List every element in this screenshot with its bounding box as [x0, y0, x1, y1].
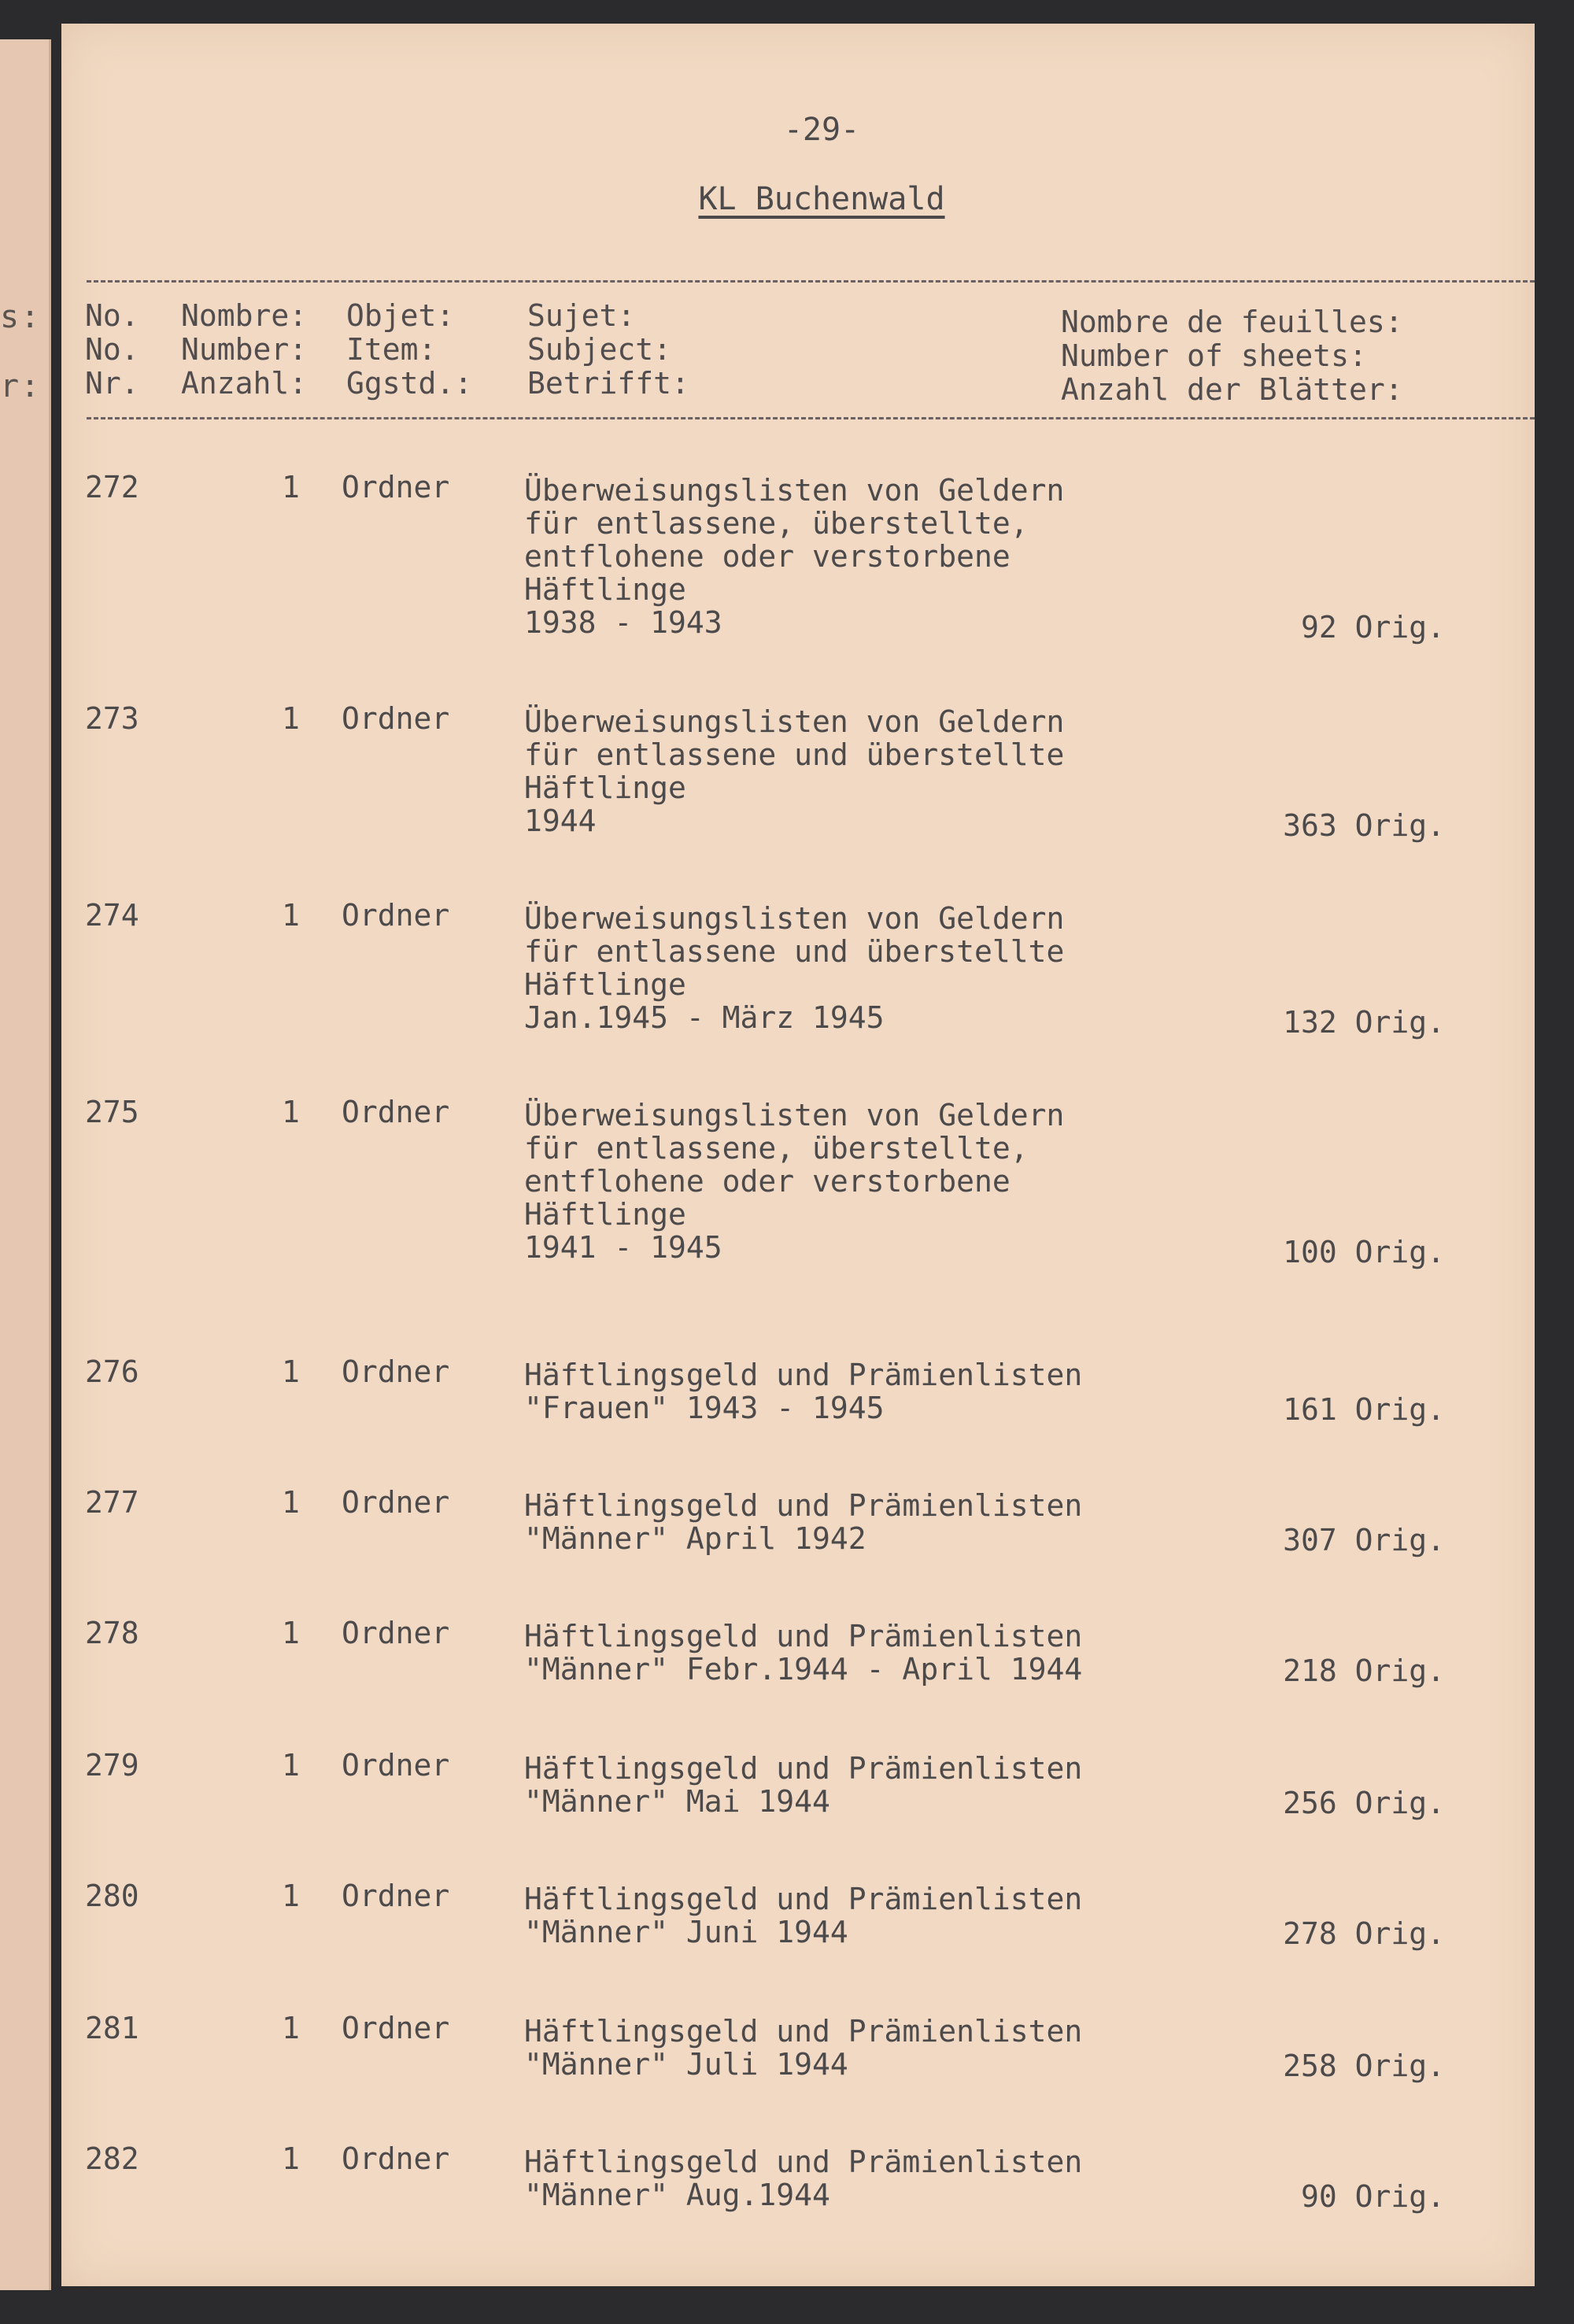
- entry-sheet-count: 256 Orig.: [1283, 1786, 1445, 1820]
- entry-sheet-count: 161 Orig.: [1283, 1392, 1445, 1427]
- entry-subject: Häftlingsgeld und Prämienlisten "Männer" Aug.1944: [524, 2145, 1083, 2212]
- entry-object: Ordner: [342, 1616, 450, 1650]
- entry-object: Ordner: [342, 701, 450, 736]
- entry-sheet-count: 307 Orig.: [1283, 1523, 1445, 1557]
- entry-number: 278: [85, 1616, 139, 1650]
- entry-quantity: 1: [282, 701, 300, 736]
- entry-number: 280: [85, 1879, 139, 1913]
- entry-sheet-count: 363 Orig.: [1283, 808, 1445, 843]
- entry-object: Ordner: [342, 470, 450, 504]
- entry-subject: Häftlingsgeld und Prämienlisten "Männer" Febr.1944 - April 1944: [524, 1619, 1083, 1687]
- entry-subject: Häftlingsgeld und Prämienlisten "Männer" Juli 1944: [524, 2014, 1083, 2082]
- entry-sheet-count: 218 Orig.: [1283, 1653, 1445, 1688]
- entry-subject: Häftlingsgeld und Prämienlisten "Männer" Juni 1944: [524, 1882, 1083, 1949]
- entry-number: 282: [85, 2141, 139, 2176]
- header-object-column: Objet: Item: Ggstd.:: [346, 298, 473, 401]
- header-top-rule: [87, 280, 1535, 283]
- entry-number: 276: [85, 1354, 139, 1389]
- header-no-column: No. No. Nr.: [85, 298, 139, 401]
- entry-subject: Häftlingsgeld und Prämienlisten "Männer" Mai 1944: [524, 1751, 1083, 1819]
- header-subject-column: Sujet: Subject: Betrifft:: [527, 298, 689, 401]
- document-title: KL Buchenwald: [698, 181, 945, 217]
- fragment-text-2: r:: [0, 368, 42, 405]
- entry-number: 275: [85, 1095, 139, 1129]
- header-bottom-rule: [87, 417, 1535, 419]
- entry-object: Ordner: [342, 1748, 450, 1783]
- entry-number: 273: [85, 701, 139, 736]
- entry-subject: Überweisungslisten von Geldern für entlassene und überstellte Häftlinge 1944: [524, 704, 1065, 838]
- entry-quantity: 1: [282, 1354, 300, 1389]
- entry-subject: Überweisungslisten von Geldern für entlassene, überstellte, entflohene oder verstorbene Häftlinge 1941 - 1945: [524, 1098, 1065, 1265]
- entry-sheet-count: 100 Orig.: [1283, 1235, 1445, 1269]
- adjacent-page-fragment: [0, 39, 51, 2290]
- entry-sheet-count: 258 Orig.: [1283, 2049, 1445, 2083]
- entry-subject: Häftlingsgeld und Prämienlisten "Männer" April 1942: [524, 1488, 1083, 1556]
- entry-subject: Überweisungslisten von Geldern für entlassene, überstellte, entflohene oder verstorbene Häftlinge 1938 - 1943: [524, 473, 1065, 640]
- entry-sheet-count: 278 Orig.: [1283, 1916, 1445, 1951]
- entry-number: 277: [85, 1485, 139, 1520]
- entry-quantity: 1: [282, 1095, 300, 1129]
- entry-sheet-count: 92 Orig.: [1300, 610, 1445, 645]
- entry-number: 279: [85, 1748, 139, 1783]
- entry-quantity: 1: [282, 1748, 300, 1783]
- entry-number: 272: [85, 470, 139, 504]
- page-number: -29-: [783, 112, 860, 148]
- entry-quantity: 1: [282, 2011, 300, 2045]
- header-quantity-column: Nombre: Number: Anzahl:: [181, 298, 308, 401]
- entry-number: 281: [85, 2011, 139, 2045]
- entry-sheet-count: 90 Orig.: [1300, 2179, 1445, 2214]
- entry-object: Ordner: [342, 1879, 450, 1913]
- entry-quantity: 1: [282, 1616, 300, 1650]
- entry-quantity: 1: [282, 2141, 300, 2176]
- entry-sheet-count: 132 Orig.: [1283, 1005, 1445, 1040]
- entry-object: Ordner: [342, 1095, 450, 1129]
- entry-subject: Häftlingsgeld und Prämienlisten "Frauen" 1943 - 1945: [524, 1358, 1083, 1425]
- entry-quantity: 1: [282, 1879, 300, 1913]
- entry-object: Ordner: [342, 1354, 450, 1389]
- entry-subject: Überweisungslisten von Geldern für entlassene und überstellte Häftlinge Jan.1945 - März 1945: [524, 901, 1065, 1035]
- entry-quantity: 1: [282, 470, 300, 504]
- entry-object: Ordner: [342, 1485, 450, 1520]
- document-page: [61, 24, 1535, 2286]
- entry-object: Ordner: [342, 2141, 450, 2176]
- header-sheets-column: Nombre de feuilles: Number of sheets: Anzahl der Blätter:: [1061, 305, 1403, 407]
- entry-quantity: 1: [282, 898, 300, 933]
- entry-quantity: 1: [282, 1485, 300, 1520]
- entry-object: Ordner: [342, 2011, 450, 2045]
- entry-number: 274: [85, 898, 139, 933]
- entry-object: Ordner: [342, 898, 450, 933]
- fragment-text-1: s:: [0, 299, 42, 335]
